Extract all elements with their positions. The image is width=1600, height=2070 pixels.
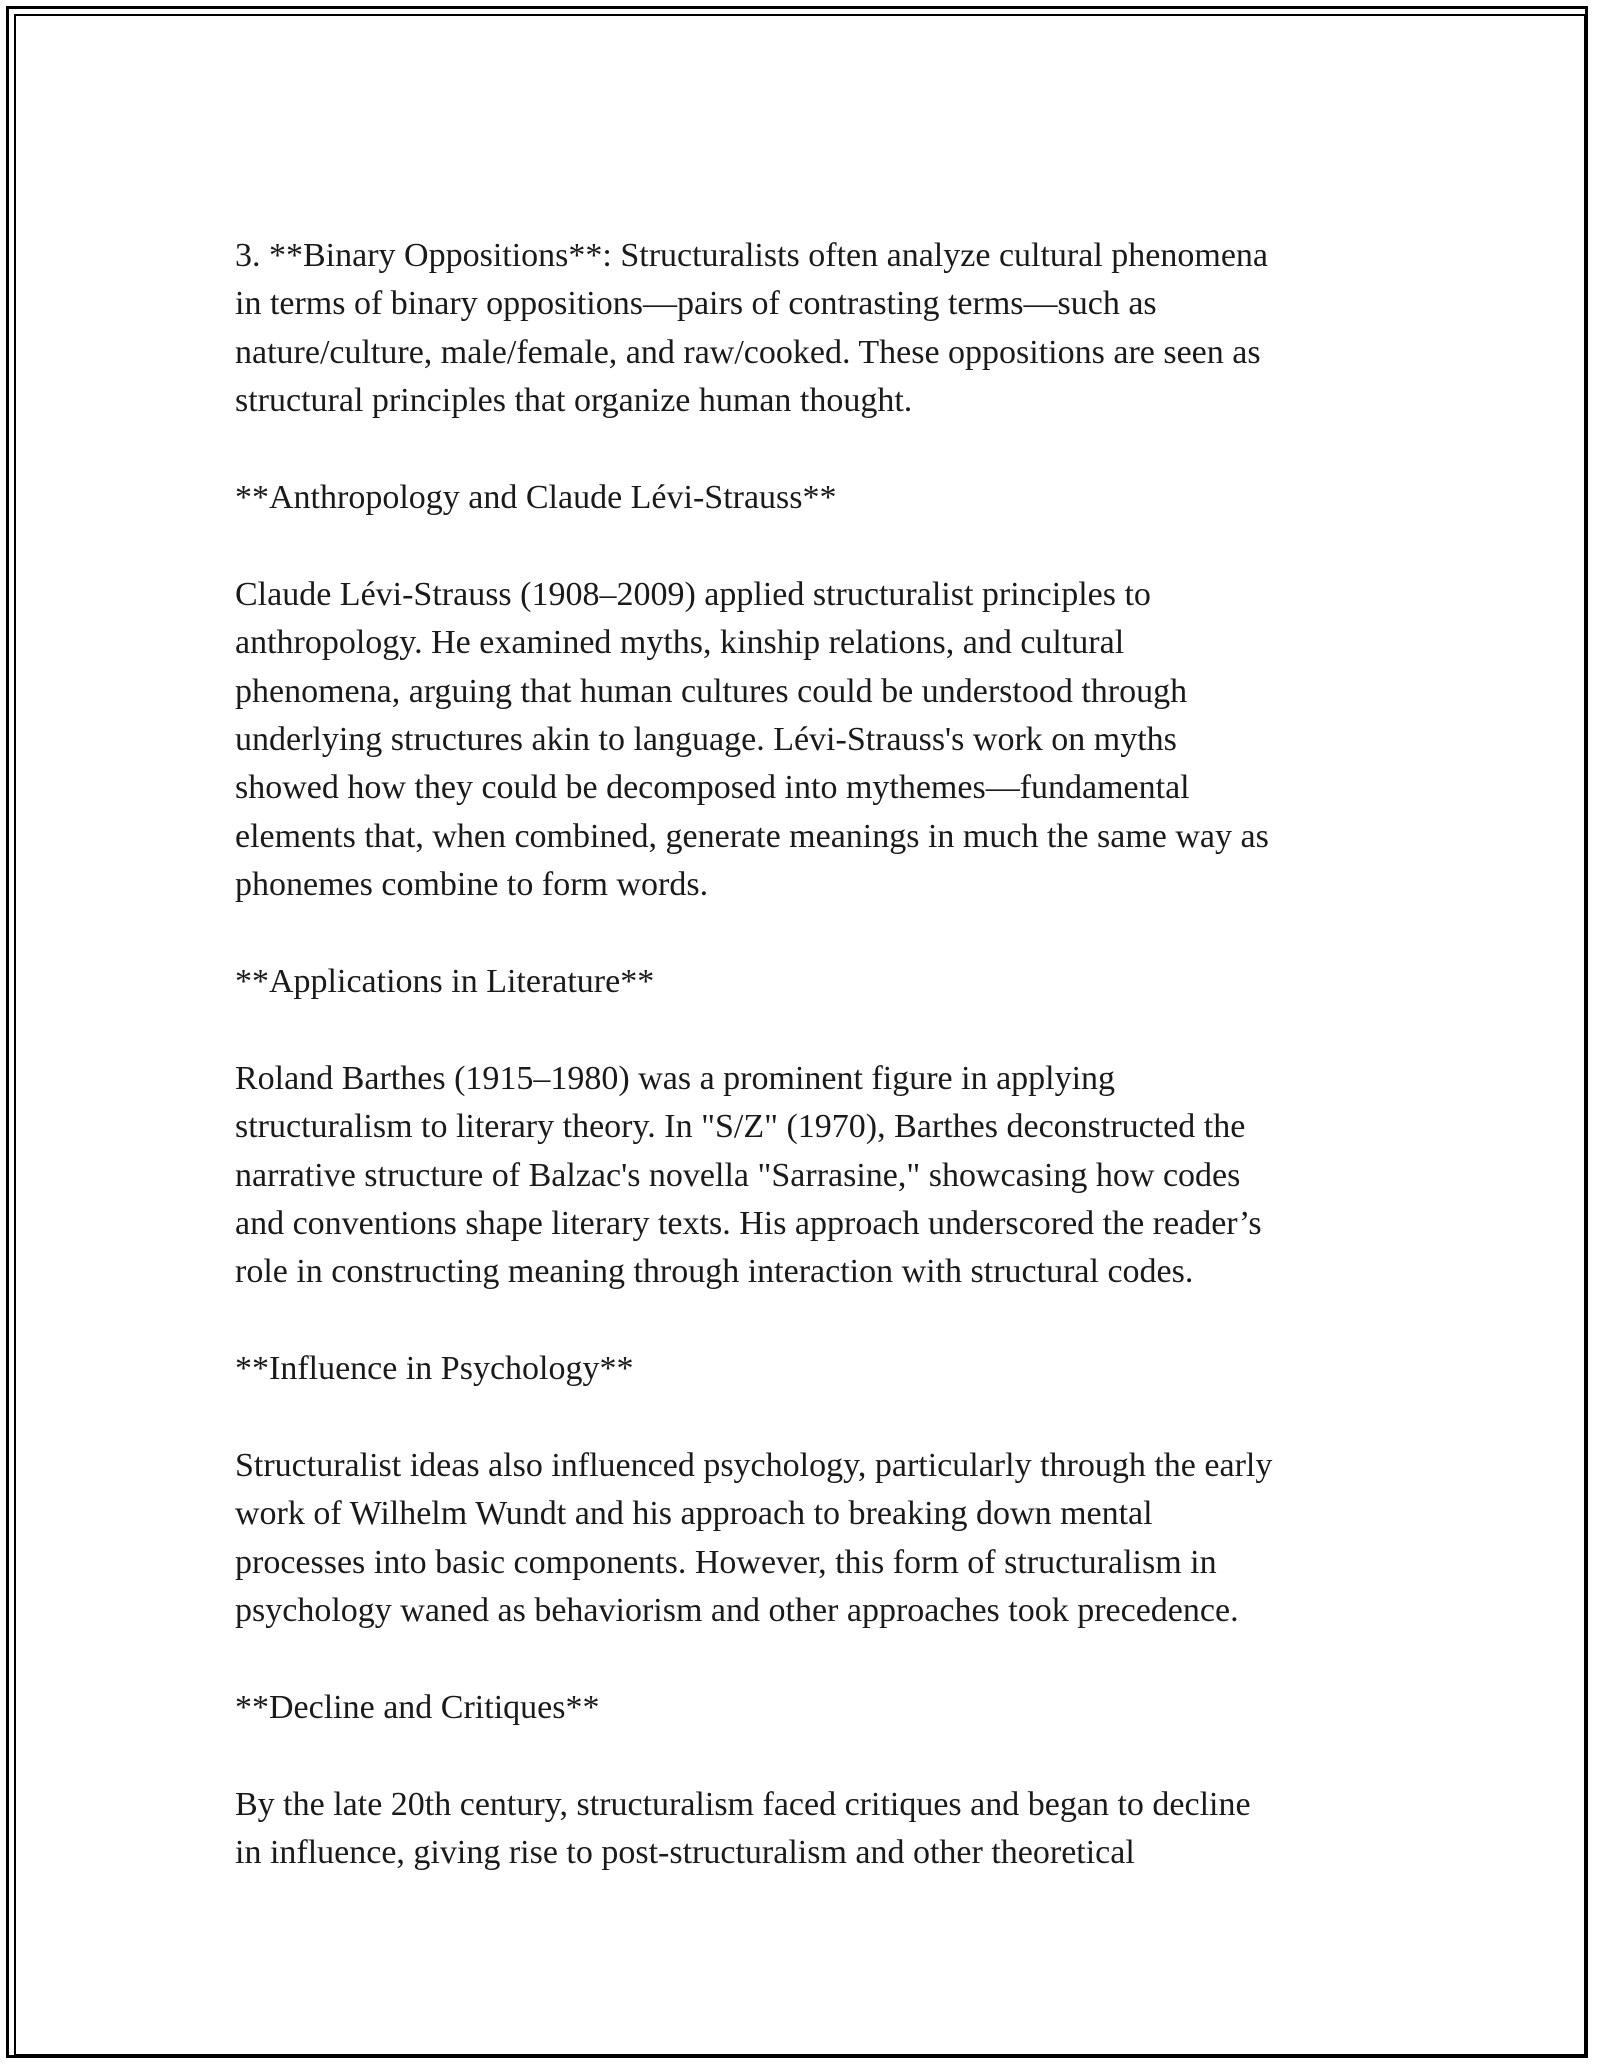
paragraph-levi-strauss: Claude Lévi-Strauss (1908–2009) applied structuralist principles to anthropology. He examined myths, kinship relations, and cultural phenomena, arguing that human cultures could be understood through underlying structures akin to language. Lévi-Strauss's work on myths showed how they could be decomposed into mythemes—fundamental elements that, when combined, generate meanings in much the same way as phonemes combine to form words. xyxy=(235,575,1269,904)
paragraph-decline: By the late 20th century, structuralism faced critiques and began to decline in influence, giving rise to post-structuralism and other theoretical xyxy=(235,1785,1251,1872)
heading-literature: **Applications in Literature** xyxy=(235,963,655,1001)
heading-decline: **Decline and Critiques** xyxy=(235,1689,600,1727)
heading-psychology: **Influence in Psychology** xyxy=(235,1350,634,1388)
document-body xyxy=(235,232,1385,1926)
paragraph-barthes: Roland Barthes (1915–1980) was a prominent figure in applying structuralism to literary theory. In "S/Z" (1970), Barthes deconstructed the narrative structure of Balzac's novella "Sarrasine," showcasing how codes and conventions shape literary texts. His approach underscored the reader’s role in constructing meaning through interaction with structural codes. xyxy=(235,1059,1262,1291)
heading-anthropology: **Anthropology and Claude Lévi-Strauss** xyxy=(235,479,837,517)
paragraph-binary-oppositions: 3. **Binary Oppositions**: Structuralists often analyze cultural phenomena in terms of binary oppositions—pairs of contrasting terms—such as nature/culture, male/female, and raw/cooked. These oppositions are seen as structural principles that organize human thought. xyxy=(235,237,1268,420)
paragraph-psychology: Structuralist ideas also influenced psychology, particularly through the early work of Wilhelm Wundt and his approach to breaking down mental processes into basic components. However, this form of structuralism in psychology waned as behaviorism and other approaches took precedence. xyxy=(235,1447,1273,1630)
